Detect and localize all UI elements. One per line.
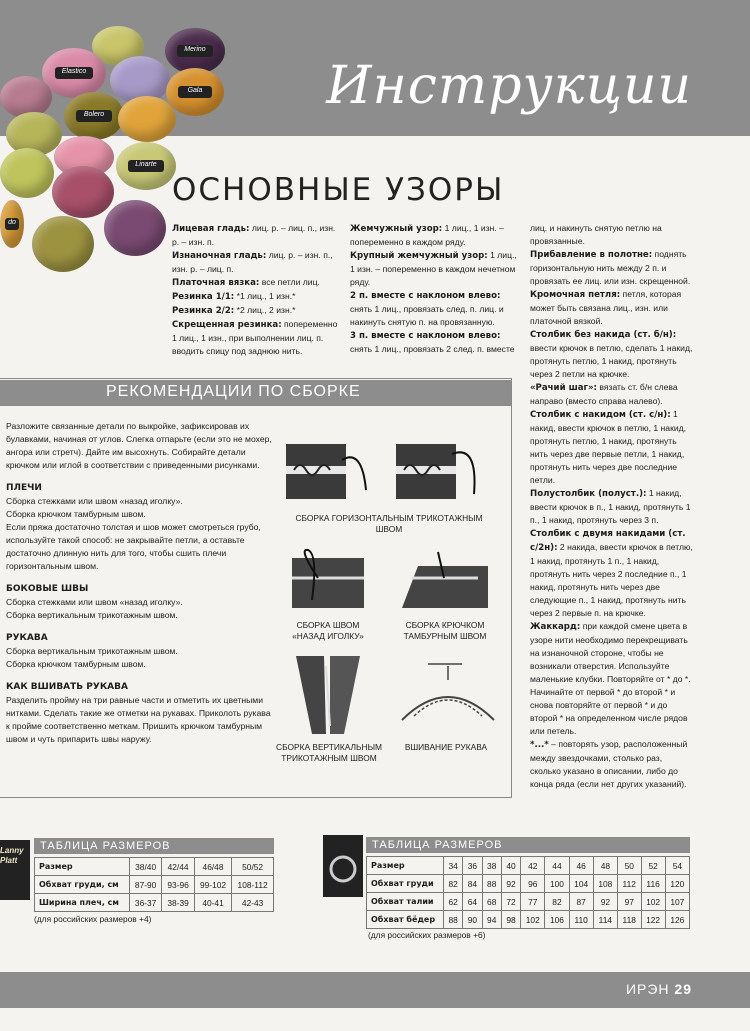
set-in-text: Разделить пройму на три равные части и отметить их цветными нитками. Сделать такие же отметки на рукавах. Приколоть рукава к пройме соответственно меткам. Пришить крючком тамбурным швом и чуть припарить швы наружу. xyxy=(6,695,271,744)
caption-line: СБОРКА КРЮЧКОМ xyxy=(405,620,485,630)
brand-logo-ana xyxy=(323,835,363,897)
size-cell: 116 xyxy=(641,875,665,893)
backstitch-diagram xyxy=(288,548,368,612)
size-table-2 xyxy=(366,856,690,929)
pattern-term: Столбик с двумя накидами (ст. с/2н): xyxy=(530,529,686,553)
brand-logo-lanny-platt: Lanny Platt xyxy=(0,840,30,900)
pattern-entry xyxy=(172,222,340,249)
page-number: 29 xyxy=(674,981,692,997)
size-cell: 114 xyxy=(593,911,617,929)
size-row xyxy=(367,857,690,875)
pattern-description: 2 накида, ввести крючок в петлю, 1 накид, протянуть 1 п., 1 накид, протянуть нить через 2 последние п., 1 накид, протянуть нить через две следующие п., 1 накид, протянуть нить через 2 первые п. на крючке. xyxy=(530,542,693,618)
size-cell: 44 xyxy=(545,857,569,875)
pattern-entry xyxy=(530,248,695,288)
yarn-label: Merino xyxy=(177,45,213,56)
yarn-ball xyxy=(0,76,52,118)
pattern-term: Жемчужный узор: xyxy=(350,224,443,234)
size-row xyxy=(35,858,274,876)
pattern-entry xyxy=(530,222,695,248)
size-cell: 87-90 xyxy=(129,876,161,894)
size-row-label: Обхват груди xyxy=(367,875,444,893)
footer xyxy=(626,981,692,997)
pattern-entry xyxy=(530,738,695,791)
size-cell: 77 xyxy=(521,893,545,911)
size-row-label: Обхват талии xyxy=(367,893,444,911)
size-cell: 110 xyxy=(569,911,593,929)
size-cell: 102 xyxy=(641,893,665,911)
size-cell: 34 xyxy=(443,857,462,875)
size-row xyxy=(367,893,690,911)
pattern-term: Крупный жемчужный узор: xyxy=(350,251,488,261)
size-cell: 42/44 xyxy=(162,858,194,876)
size-table-1 xyxy=(34,857,274,912)
size-cell: 40-41 xyxy=(194,894,231,912)
sleeves-text: Сборка крючком тамбурным швом. xyxy=(6,659,146,669)
pattern-description: поднять горизонтальную нить между 2 п. и провязать ее лиц. или изн. скрещенной. xyxy=(530,249,691,286)
pattern-description: 1 накид, ввести крючок в петлю, 1 накид, протянуть петлю, 1 накид, протянуть нить через две первые петли, 1 накид, протянуть нить через две последние петли. xyxy=(530,409,687,485)
yarn-ball xyxy=(118,96,176,142)
size-cell: 112 xyxy=(617,875,641,893)
pattern-term: Полустолбик (полуст.): xyxy=(530,489,647,499)
caption-line: СБОРКА ВЕРТИКАЛЬНЫМ xyxy=(276,742,382,752)
size-cell: 38-39 xyxy=(162,894,194,912)
size-table-2-title: ТАБЛИЦА РАЗМЕРОВ xyxy=(366,837,690,853)
size-cell: 84 xyxy=(463,875,482,893)
size-cell: 72 xyxy=(501,893,520,911)
pattern-entry xyxy=(172,249,340,276)
size-cell: 82 xyxy=(443,875,462,893)
pattern-term: Прибавление в полотне: xyxy=(530,250,653,260)
size-table-2-note: (для российских размеров +6) xyxy=(368,930,486,940)
pattern-term: Платочная вязка: xyxy=(172,278,260,288)
pattern-description: лиц. и накинуть снятую петлю на провязанные. xyxy=(530,223,662,246)
size-cell: 118 xyxy=(617,911,641,929)
size-cell: 82 xyxy=(545,893,569,911)
yarn-label: Gala xyxy=(178,86,213,98)
pattern-term: 3 п. вместе с наклоном влево: xyxy=(350,331,501,341)
size-row-label: Ширина плеч, см xyxy=(35,894,130,912)
pattern-description: вязать ст. б/н слева направо (вместо справа налево). xyxy=(530,382,678,406)
yarn-ball xyxy=(166,68,224,116)
size-row-label: Обхват бёдер xyxy=(367,911,444,929)
yarn-ball xyxy=(0,200,24,248)
caption-line: ТАМБУРНЫМ ШВОМ xyxy=(403,631,487,641)
yarn-ball xyxy=(116,142,176,190)
vertical-seam-diagram xyxy=(290,656,366,736)
caption-horizontal-seam: СБОРКА ГОРИЗОНТАЛЬНЫМ ТРИКОТАЖНЫМ ШВОМ xyxy=(295,513,483,534)
size-cell: 62 xyxy=(443,893,462,911)
caption-crochet-seam xyxy=(396,620,494,642)
caption-line: ТРИКОТАЖНЫМ ШВОМ xyxy=(281,753,377,763)
size-row-label: Размер xyxy=(367,857,444,875)
sleeves-heading: РУКАВА xyxy=(6,633,48,643)
size-cell: 96 xyxy=(521,875,545,893)
pattern-term: Столбик без накида (ст. б/н): xyxy=(530,330,677,340)
pattern-entry xyxy=(350,289,518,329)
sleeve-setin-diagram xyxy=(400,660,496,732)
size-cell: 100 xyxy=(545,875,569,893)
pattern-term: Лицевая гладь: xyxy=(172,224,250,234)
size-row xyxy=(35,894,274,912)
footer-brand: ИРЭН xyxy=(625,981,670,997)
size-cell: 120 xyxy=(665,875,689,893)
set-in-heading: КАК ВШИВАТЬ РУКАВА xyxy=(6,682,128,692)
caption-line: СБОРКА ШВОМ xyxy=(296,620,360,630)
size-cell: 122 xyxy=(641,911,665,929)
side-seams-heading: БОКОВЫЕ ШВЫ xyxy=(6,584,89,594)
size-cell: 38 xyxy=(482,857,501,875)
pattern-description: при каждой смене цвета в узоре нити необходимо перекрещивать на изнаночной стороне, чтобы не возникали отверстия. Используйте маленькие клубки. Повторяйте от * до *. Начинайте от первой * до второй * и снова повторяйте от первой * и до второй * на определенном числе рядов или петель. xyxy=(530,621,691,736)
size-row xyxy=(35,876,274,894)
size-row-label: Размер xyxy=(35,858,130,876)
shoulders-text: Сборка стежками или швом «назад иголку». xyxy=(6,496,183,506)
size-cell: 102 xyxy=(521,911,545,929)
size-cell: 64 xyxy=(463,893,482,911)
patterns-column-1 xyxy=(172,222,340,358)
size-cell: 42-43 xyxy=(232,894,274,912)
caption-line: «НАЗАД ИГОЛКУ» xyxy=(292,631,364,641)
yarn-ball xyxy=(52,166,114,218)
pattern-term: Жаккард: xyxy=(530,622,581,632)
pattern-entry xyxy=(530,381,695,408)
yarn-label: Linarte xyxy=(128,160,164,172)
size-cell: 88 xyxy=(443,911,462,929)
shoulders-text: Если пряжа достаточно толстая и шов может смотреться грубо, используйте такой способ: не закрывайте петли, а оставьте достаточно длинную нить для того, чтобы сшить плечи горизонтальным швом. xyxy=(6,522,261,571)
size-cell: 108 xyxy=(593,875,617,893)
caption-vertical-seam xyxy=(270,742,388,764)
pattern-term: Резинка 2/2: xyxy=(172,306,235,316)
section-title: ОСНОВНЫЕ УЗОРЫ xyxy=(172,172,505,208)
yarn-ball xyxy=(104,200,166,256)
shoulders-text: Сборка крючком тамбурным швом. xyxy=(6,509,146,519)
pattern-term: Изнаночная гладь: xyxy=(172,251,267,261)
size-cell: 92 xyxy=(501,875,520,893)
pattern-description: лиц. р. – изн. п., изн. р. – лиц. п. xyxy=(172,250,333,274)
yarn-ball xyxy=(64,92,124,140)
size-cell: 54 xyxy=(665,857,689,875)
pattern-description: 1 накид, ввести крючок в п., 1 накид, протянуть 1 п., 1 накид, протянуть через 3 п. xyxy=(530,488,691,525)
pattern-entry xyxy=(172,276,340,290)
size-cell: 126 xyxy=(665,911,689,929)
size-row xyxy=(367,911,690,929)
size-cell: 48 xyxy=(593,857,617,875)
size-cell: 106 xyxy=(545,911,569,929)
yarn-label: Bolero xyxy=(76,110,112,122)
size-cell: 93-96 xyxy=(162,876,194,894)
size-cell: 46/48 xyxy=(194,858,231,876)
pattern-entry xyxy=(350,329,518,356)
side-seams-text: Сборка стежками или швом «назад иголку». xyxy=(6,597,183,607)
size-cell: 42 xyxy=(521,857,545,875)
size-table-1-note: (для российских размеров +4) xyxy=(34,914,152,924)
size-cell: 68 xyxy=(482,893,501,911)
pattern-description: лиц. р. – лиц. п., изн. р. – изн. п. xyxy=(172,223,336,247)
yarn-ball xyxy=(42,48,106,98)
size-cell: 92 xyxy=(593,893,617,911)
side-seams-text: Сборка вертикальным трикотажным швом. xyxy=(6,610,178,620)
pattern-description: 1 лиц., 1 изн. – попеременно в каждом нечетном ряду. xyxy=(350,250,517,287)
pattern-entry xyxy=(172,304,340,318)
yarn-ball xyxy=(0,148,54,198)
size-cell: 104 xyxy=(569,875,593,893)
size-cell: 108-112 xyxy=(232,876,274,894)
patterns-column-2 xyxy=(350,222,518,356)
pattern-description: снять 1 лиц., провязать след. п. лиц. и накинуть снятую п. на провязанную. xyxy=(350,304,504,327)
size-cell: 36-37 xyxy=(129,894,161,912)
pattern-term: Скрещенная резинка: xyxy=(172,320,282,330)
pattern-description: ввести крючок в петлю, сделать 1 накид, протянуть петлю, 1 накид, протянуть через 2 петли на крючке. xyxy=(530,343,693,379)
assembly-title: РЕКОМЕНДАЦИИ ПО СБОРКЕ xyxy=(106,383,361,400)
size-cell: 50 xyxy=(617,857,641,875)
pattern-description: снять 1 лиц., провязать 2 след. п. вместе xyxy=(350,344,515,354)
pattern-entry xyxy=(350,222,518,249)
pattern-entry xyxy=(172,290,340,304)
assembly-intro: Разложите связанные детали по выкройке, зафиксировав их булавками, начиная от углов. Слегка отпарьте (если это не мохер, ангора или стретч). Дайте им высохнуть. Собирайте детали крючком или иглой в соответствии с приведенными рисунками. xyxy=(6,421,272,470)
pattern-entry xyxy=(530,620,695,738)
pattern-description: *2 лиц., 2 изн.* xyxy=(234,305,296,315)
pattern-entry xyxy=(350,249,518,289)
pattern-term: 2 п. вместе с наклоном влево: xyxy=(350,291,501,301)
pattern-description: попеременно 1 лиц., 1 изн., при выполнении лиц. п. вводить спицу под заднюю нить. xyxy=(172,319,338,356)
pattern-term: «Рачий шаг»: xyxy=(530,383,597,393)
size-cell: 94 xyxy=(482,911,501,929)
size-row-label: Обхват груди, см xyxy=(35,876,130,894)
yarn-label: do xyxy=(5,218,19,230)
pattern-description: – повторять узор, расположенный между звездочками, столько раз, сколько указано в описании, либо до конца ряда (если нет других указаний). xyxy=(530,739,688,789)
pattern-term: *...* xyxy=(530,740,549,750)
size-cell: 87 xyxy=(569,893,593,911)
pattern-entry xyxy=(530,328,695,381)
pattern-entry xyxy=(530,288,695,328)
size-row xyxy=(367,875,690,893)
page-title: Инструкции xyxy=(326,56,692,116)
size-cell: 88 xyxy=(482,875,501,893)
size-cell: 97 xyxy=(617,893,641,911)
pattern-term: Кромочная петля: xyxy=(530,290,621,300)
caption-sleeve-setin: ВШИВАНИЕ РУКАВА xyxy=(404,742,488,752)
size-cell: 36 xyxy=(463,857,482,875)
assembly-text xyxy=(6,420,274,746)
yarn-label: Elastico xyxy=(55,67,93,79)
pattern-term: Резинка 1/1: xyxy=(172,292,235,302)
pattern-term: Столбик с накидом (ст. с/н): xyxy=(530,410,671,420)
pattern-entry xyxy=(530,408,695,487)
size-cell: 98 xyxy=(501,911,520,929)
size-cell: 40 xyxy=(501,857,520,875)
pattern-entry xyxy=(530,527,695,620)
caption-backstitch xyxy=(282,620,374,642)
size-cell: 46 xyxy=(569,857,593,875)
pattern-entry xyxy=(172,318,340,358)
sleeves-text: Сборка вертикальным трикотажным швом. xyxy=(6,646,178,656)
size-cell: 107 xyxy=(665,893,689,911)
pattern-description: все петли лиц. xyxy=(259,277,320,287)
patterns-column-3 xyxy=(530,222,695,791)
size-cell: 50/52 xyxy=(232,858,274,876)
pattern-description: *1 лиц., 1 изн.* xyxy=(234,291,296,301)
crochet-seam-diagram xyxy=(398,548,492,612)
pattern-description: петля, которая может быть связана лиц., изн. или платочной вязкой. xyxy=(530,289,682,326)
yarn-ball xyxy=(32,216,94,272)
size-cell: 52 xyxy=(641,857,665,875)
size-cell: 90 xyxy=(463,911,482,929)
pattern-entry xyxy=(530,487,695,527)
size-table-1-title: ТАБЛИЦА РАЗМЕРОВ xyxy=(34,838,274,854)
pattern-description: 1 лиц., 1 изн. – попеременно в каждом ряду. xyxy=(350,223,504,247)
size-cell: 38/40 xyxy=(129,858,161,876)
horizontal-seam-diagram xyxy=(284,440,494,506)
shoulders-heading: ПЛЕЧИ xyxy=(6,483,42,493)
size-cell: 99-102 xyxy=(194,876,231,894)
